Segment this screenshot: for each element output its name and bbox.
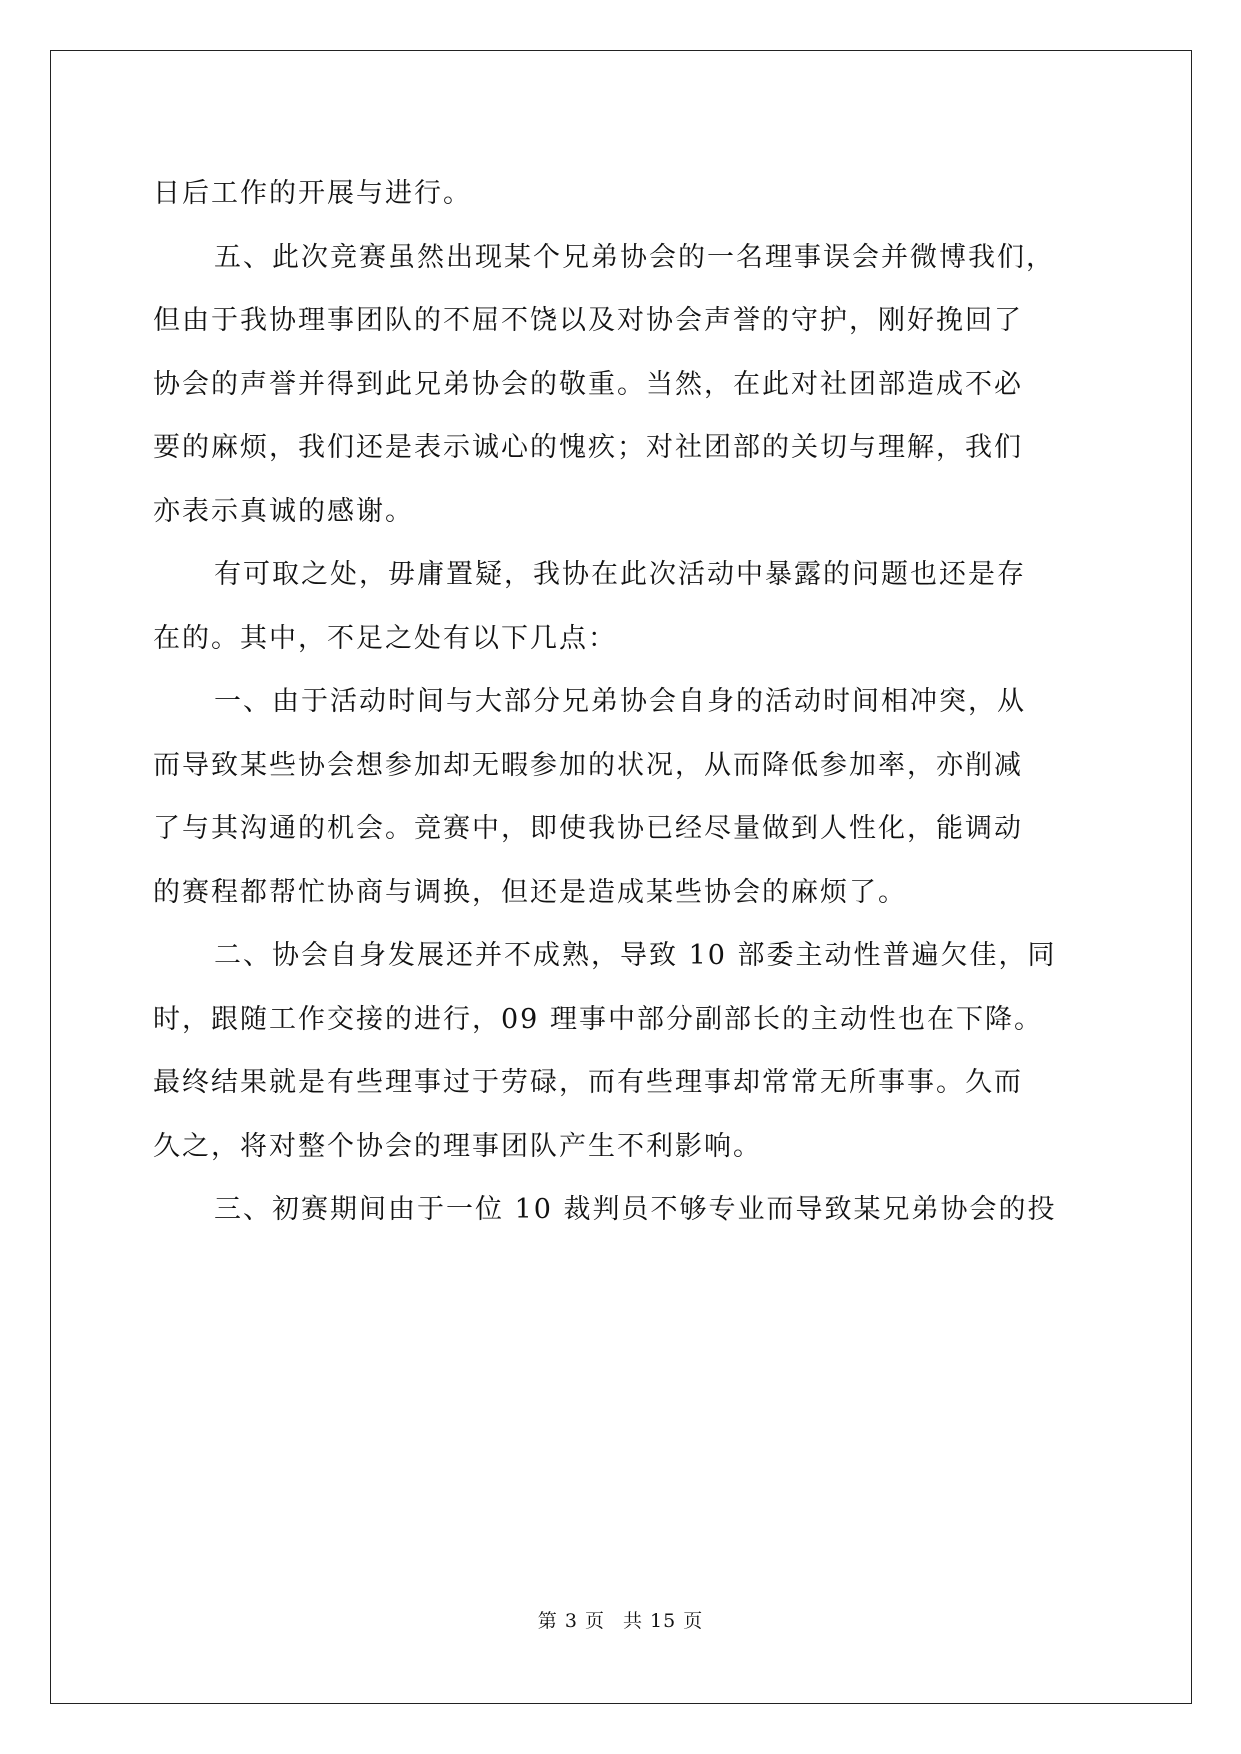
text-line: 但由于我协理事团队的不屈不饶以及对协会声誉的守护，刚好挽回了 xyxy=(153,305,1023,336)
text-line: 亦表示真诚的感谢。 xyxy=(153,495,414,527)
text-line: 有可取之处，毋庸置疑，我协在此次活动中暴露的问题也还是存 xyxy=(214,559,1026,590)
paragraph xyxy=(153,162,1093,226)
paragraph xyxy=(153,226,1093,544)
page-number: 第 3 页 xyxy=(537,1610,605,1632)
text-line: 了与其沟通的机会。竞赛中，即使我协已经尽量做到人性化，能调动 xyxy=(153,813,1023,844)
text-line: 协会的声誉并得到此兄弟协会的敬重。当然，在此对社团部造成不必 xyxy=(153,368,1023,400)
page-total: 共 15 页 xyxy=(622,1610,704,1632)
text-line: 要的麻烦，我们还是表示诚心的愧疚；对社团部的关切与理解，我们 xyxy=(153,432,1023,463)
paragraph xyxy=(153,543,1093,670)
text-line: 三、初赛期间由于一位 10 裁判员不够专业而导致某兄弟协会的投 xyxy=(214,1194,1057,1225)
text-line: 二、协会自身发展还并不成熟，导致 10 部委主动性普遍欠佳，同 xyxy=(214,940,1057,971)
paragraph xyxy=(153,670,1093,924)
text-line: 五、此次竞赛虽然出现某个兄弟协会的一名理事误会并微博我们， xyxy=(214,241,1055,273)
text-line: 最终结果就是有些理事过于劳碌，而有些理事却常常无所事事。久而 xyxy=(153,1067,1023,1098)
text-line: 的赛程都帮忙协商与调换，但还是造成某些协会的麻烦了。 xyxy=(153,876,907,908)
text-line: 而导致某些协会想参加却无暇参加的状况，从而降低参加率，亦削减 xyxy=(153,749,1023,781)
text-line: 在的。其中，不足之处有以下几点： xyxy=(153,622,617,654)
text-line: 时，跟随工作交接的进行，09 理事中部分副部长的主动性也在下降。 xyxy=(153,1003,1043,1035)
text-line: 久之，将对整个协会的理事团队产生不利影响。 xyxy=(153,1130,762,1162)
paragraph xyxy=(153,924,1093,1178)
paragraph xyxy=(153,1178,1093,1242)
page-footer xyxy=(0,1606,1241,1633)
text-line: 日后工作的开展与进行。 xyxy=(153,178,472,209)
text-line: 一、由于活动时间与大部分兄弟协会自身的活动时间相冲突，从 xyxy=(214,686,1026,717)
document-body xyxy=(153,162,1093,1242)
